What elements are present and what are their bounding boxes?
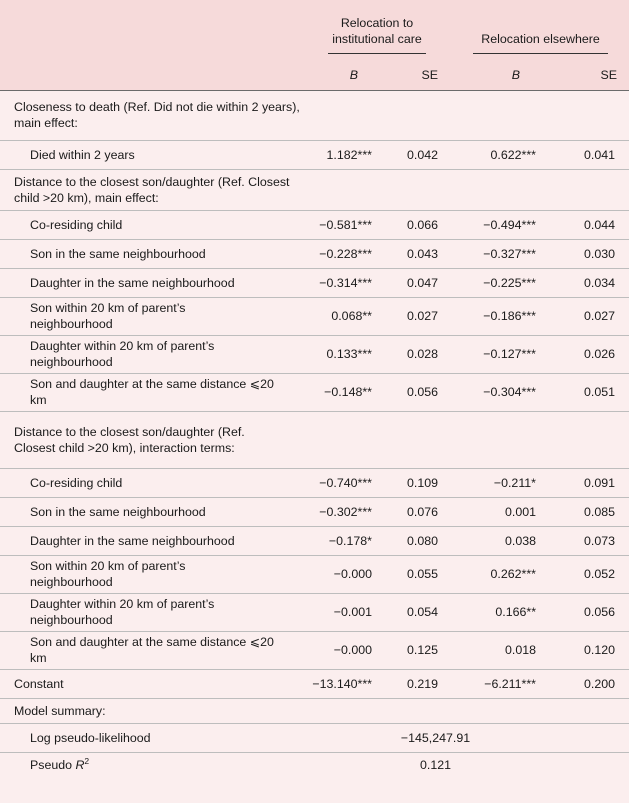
table-row <box>0 497 629 526</box>
section-distance-inter-label: Distance to the closest son/daughter (Ref. Closest child >20 km), interaction terms: <box>0 411 302 468</box>
cell-b-elsewhere: 0.038 <box>452 526 550 555</box>
cell-se-institutional: 0.109 <box>386 468 452 497</box>
row-label: Daughter within 20 km of parent’s neighbourhood <box>0 593 302 631</box>
cell-se-elsewhere: 0.085 <box>550 497 629 526</box>
row-label: Daughter in the same neighbourhood <box>0 268 302 297</box>
pseudo-r2-label-text: Pseudo <box>30 757 76 772</box>
cell-b-institutional: −0.000 <box>302 631 386 669</box>
section-distance-inter-row <box>0 411 629 468</box>
cell-se-institutional: 0.219 <box>386 669 452 698</box>
header-relocation-elsewhere <box>452 0 629 60</box>
header-se-elsewhere: SE <box>550 60 629 90</box>
table-row <box>0 631 629 669</box>
row-label: Son in the same neighbourhood <box>0 497 302 526</box>
table-row <box>0 373 629 411</box>
cell-se-elsewhere: 0.026 <box>550 335 629 373</box>
cell-se-institutional: 0.125 <box>386 631 452 669</box>
cell-b-elsewhere: −6.211*** <box>452 669 550 698</box>
header-column-row <box>0 60 629 90</box>
section-closeness-label: Closeness to death (Ref. Did not die within 2 years), main effect: <box>0 90 302 140</box>
cell-b-institutional: −0.148** <box>302 373 386 411</box>
cell-se-elsewhere: 0.041 <box>550 140 629 169</box>
cell-b-institutional: −0.001 <box>302 593 386 631</box>
cell-se-elsewhere: 0.027 <box>550 297 629 335</box>
pseudo-r2-label-sup: 2 <box>84 755 90 766</box>
cell-pseudo-r2-value: 0.121 <box>420 757 452 772</box>
cell-b-elsewhere: 0.166** <box>452 593 550 631</box>
cell-b-elsewhere: −0.494*** <box>452 210 550 239</box>
row-label: Son in the same neighbourhood <box>0 239 302 268</box>
table-row-loglik <box>0 723 629 752</box>
cell-b-institutional: −0.178* <box>302 526 386 555</box>
cell-se-institutional: 0.028 <box>386 335 452 373</box>
cell-se-institutional: 0.054 <box>386 593 452 631</box>
cell-b-institutional: −0.581*** <box>302 210 386 239</box>
header-b-institutional: B <box>302 60 386 90</box>
table-row <box>0 468 629 497</box>
row-label <box>0 752 302 777</box>
table-row-constant <box>0 669 629 698</box>
cell-se-elsewhere: 0.091 <box>550 468 629 497</box>
section-model-summary-label: Model summary: <box>0 698 302 723</box>
header-empty-cell <box>0 0 302 60</box>
section-closeness-row <box>0 90 629 140</box>
cell-se-elsewhere: 0.056 <box>550 593 629 631</box>
section-model-summary-row <box>0 698 629 723</box>
header-group1-line2: institutional care <box>332 32 422 46</box>
cell-se-elsewhere: 0.120 <box>550 631 629 669</box>
cell-b-elsewhere: −0.211* <box>452 468 550 497</box>
table-row <box>0 555 629 593</box>
table-row <box>0 526 629 555</box>
cell-se-institutional: 0.056 <box>386 373 452 411</box>
row-label: Daughter in the same neighbourhood <box>0 526 302 555</box>
cell-b-institutional: −0.000 <box>302 555 386 593</box>
cell-se-elsewhere: 0.052 <box>550 555 629 593</box>
pseudo-r2-label-var: R <box>75 757 85 772</box>
table-row <box>0 268 629 297</box>
cell-b-institutional: −0.302*** <box>302 497 386 526</box>
cell-b-institutional: −0.740*** <box>302 468 386 497</box>
cell-b-institutional: −0.314*** <box>302 268 386 297</box>
header-b-elsewhere: B <box>452 60 550 90</box>
header-group2-label: Relocation elsewhere <box>473 31 607 54</box>
cell-se-institutional: 0.080 <box>386 526 452 555</box>
cell-b-institutional: −0.228*** <box>302 239 386 268</box>
row-label: Daughter within 20 km of parent’s neighbourhood <box>0 335 302 373</box>
cell-b-institutional: −13.140*** <box>302 669 386 698</box>
cell-se-institutional: 0.043 <box>386 239 452 268</box>
row-label: Log pseudo-likelihood <box>0 723 302 752</box>
cell-b-elsewhere: −0.127*** <box>452 335 550 373</box>
table-row <box>0 593 629 631</box>
table-row <box>0 297 629 335</box>
cell-b-elsewhere: 0.262*** <box>452 555 550 593</box>
cell-b-elsewhere: 0.001 <box>452 497 550 526</box>
cell-se-institutional: 0.047 <box>386 268 452 297</box>
cell-se-elsewhere: 0.044 <box>550 210 629 239</box>
cell-b-institutional: 1.182*** <box>302 140 386 169</box>
row-label: Son and daughter at the same distance ⩽20 km <box>0 373 302 411</box>
cell-se-institutional: 0.055 <box>386 555 452 593</box>
cell-b-institutional: 0.133*** <box>302 335 386 373</box>
section-distance-main-row <box>0 169 629 210</box>
header-group-row <box>0 0 629 60</box>
section-distance-main-label: Distance to the closest son/daughter (Ref. Closest child >20 km), main effect: <box>0 169 302 210</box>
row-label: Co-residing child <box>0 210 302 239</box>
table-row-pseudo-r2 <box>0 752 629 777</box>
cell-se-elsewhere: 0.034 <box>550 268 629 297</box>
cell-se-institutional: 0.027 <box>386 297 452 335</box>
header-empty-cell-2 <box>0 60 302 90</box>
cell-se-elsewhere: 0.030 <box>550 239 629 268</box>
header-institutional-care <box>302 0 452 60</box>
row-label: Died within 2 years <box>0 140 302 169</box>
header-se-institutional: SE <box>386 60 452 90</box>
cell-b-elsewhere: 0.018 <box>452 631 550 669</box>
row-label: Co-residing child <box>0 468 302 497</box>
cell-se-elsewhere: 0.051 <box>550 373 629 411</box>
row-label: Son and daughter at the same distance ⩽20 km <box>0 631 302 669</box>
row-label: Constant <box>0 669 302 698</box>
row-label: Son within 20 km of parent’s neighbourhood <box>0 297 302 335</box>
cell-loglik-value: −145,247.91 <box>302 723 629 752</box>
table-row <box>0 335 629 373</box>
cell-b-elsewhere: −0.304*** <box>452 373 550 411</box>
table-row <box>0 140 629 169</box>
cell-b-elsewhere: −0.327*** <box>452 239 550 268</box>
cell-b-elsewhere: −0.225*** <box>452 268 550 297</box>
header-group1-line1: Relocation to <box>340 16 414 30</box>
table-row <box>0 239 629 268</box>
cell-se-institutional: 0.076 <box>386 497 452 526</box>
cell-b-institutional: 0.068** <box>302 297 386 335</box>
table-row <box>0 210 629 239</box>
cell-se-elsewhere: 0.200 <box>550 669 629 698</box>
cell-b-elsewhere: −0.186*** <box>452 297 550 335</box>
row-label: Son within 20 km of parent’s neighbourhood <box>0 555 302 593</box>
cell-se-elsewhere: 0.073 <box>550 526 629 555</box>
cell-se-institutional: 0.066 <box>386 210 452 239</box>
cell-se-institutional: 0.042 <box>386 140 452 169</box>
cell-b-elsewhere: 0.622*** <box>452 140 550 169</box>
